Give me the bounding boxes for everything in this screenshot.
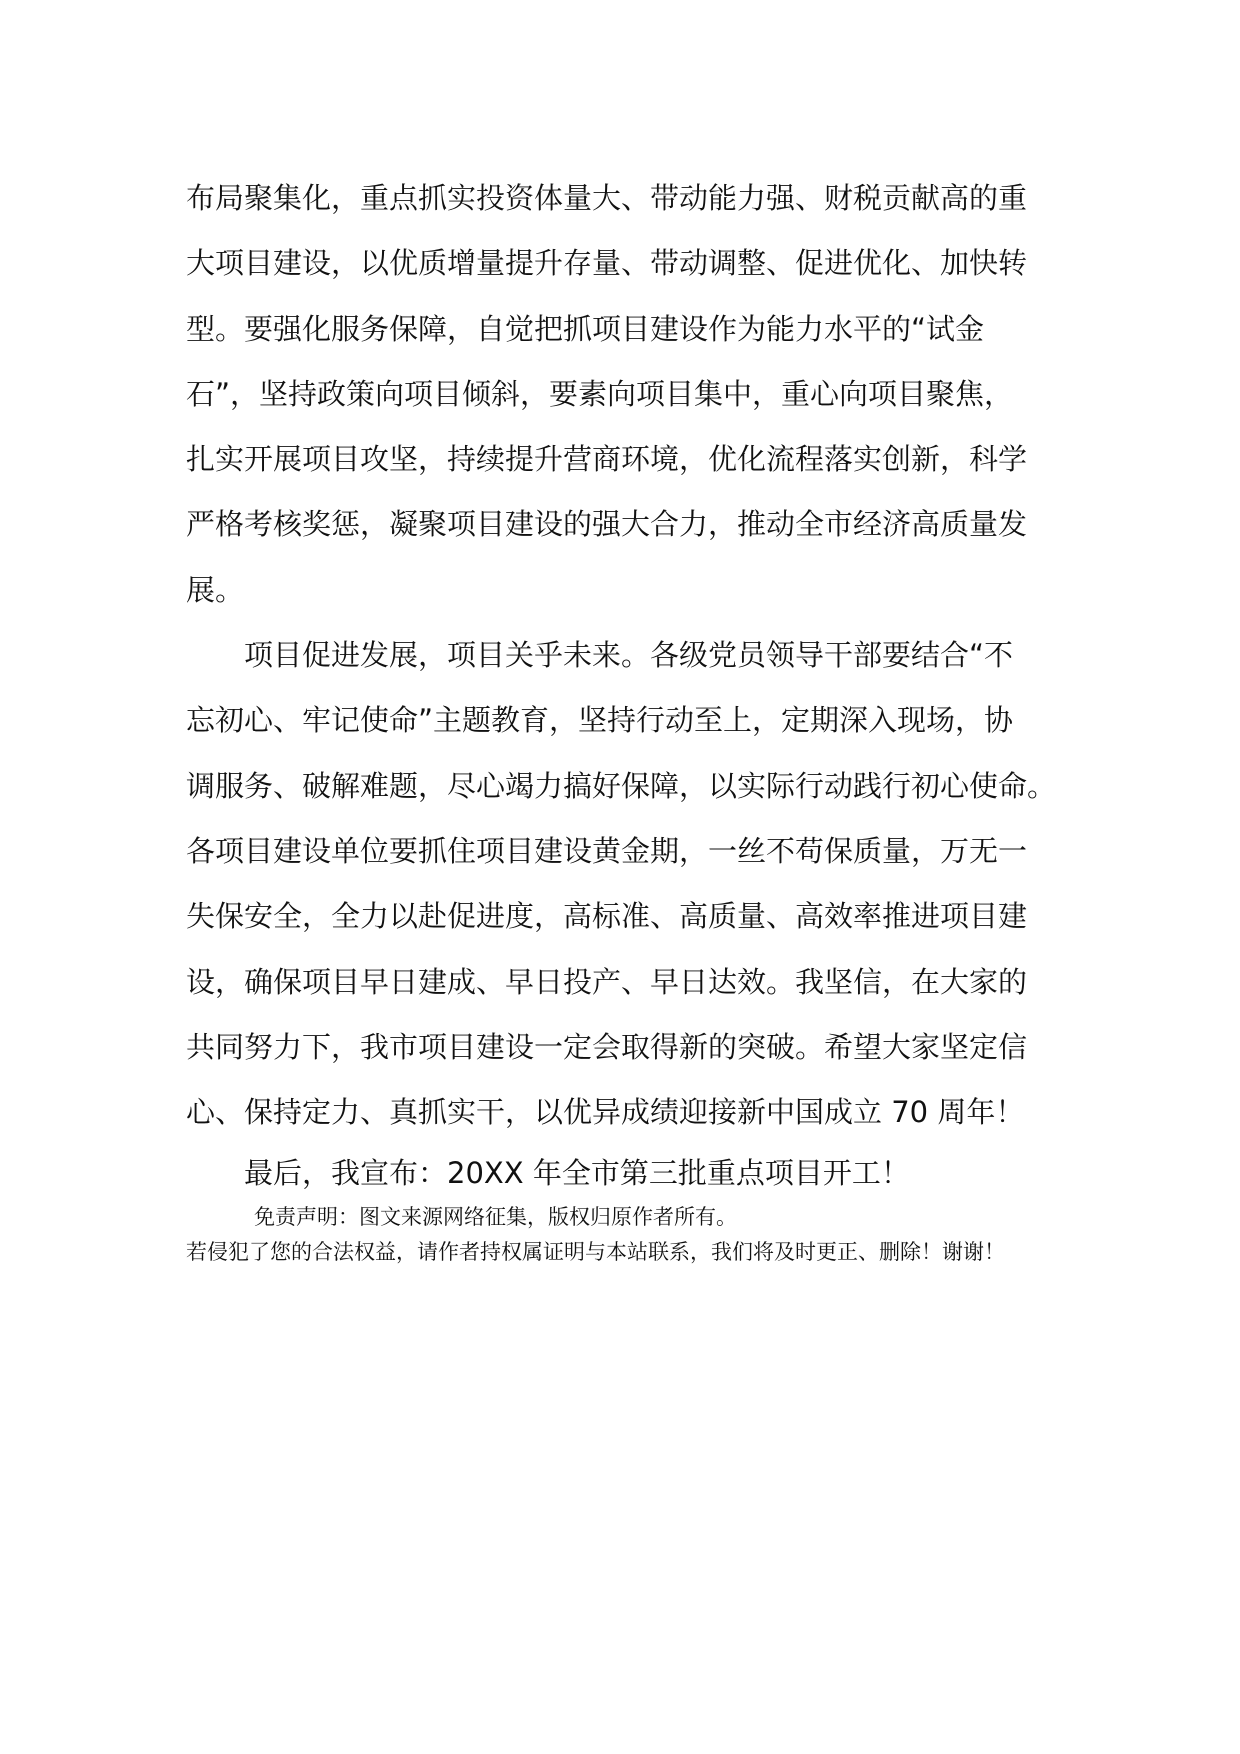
disclaimer-line: 若侵犯了您的合法权益，请作者持权属证明与本站联系，我们将及时更正、删除！谢谢！ <box>186 1240 1005 1264</box>
paragraph-line: 失保安全，全力以赴促进度，高标准、高质量、高效率推进项目建 <box>186 899 1028 934</box>
paragraph-line: 调服务、破解难题，尽心竭力搞好保障，以实际行动践行初心使命。 <box>186 768 1057 803</box>
paragraph-line: 扎实开展项目攻坚，持续提升营商环境，优化流程落实创新，科学 <box>186 442 1028 477</box>
paragraph-line: 心、保持定力、真抓实干，以优异成绩迎接新中国成立 70 周年！ <box>186 1095 1025 1130</box>
paragraph-line: 石”，坚持政策向项目倾斜，要素向项目集中，重心向项目聚焦， <box>186 376 1014 411</box>
closing-statement: 最后，我宣布：20XX 年全市第三批重点项目开工！ <box>244 1156 910 1190</box>
paragraph-line: 各项目建设单位要抓住项目建设黄金期，一丝不苟保质量，万无一 <box>186 833 1028 868</box>
paragraph-line: 展。 <box>186 572 245 607</box>
paragraph-line: 严格考核奖惩，凝聚项目建设的强大合力，推动全市经济高质量发 <box>186 507 1028 542</box>
paragraph-line: 设，确保项目早日建成、早日投产、早日达效。我坚信，在大家的 <box>186 964 1028 999</box>
paragraph-line: 忘初心、牢记使命”主题教育，坚持行动至上，定期深入现场，协 <box>186 703 1014 738</box>
body-text <box>186 166 1057 1145</box>
disclaimer <box>186 1200 1066 1270</box>
paragraph-line: 大项目建设，以优质增量提升存量、带动调整、促进优化、加快转 <box>186 246 1028 281</box>
disclaimer-line: 免责声明：图文来源网络征集，版权归原作者所有。 <box>254 1205 737 1229</box>
paragraph-line: 型。要强化服务保障，自觉把抓项目建设作为能力水平的“试金 <box>186 311 985 346</box>
paragraph-line: 布局聚集化，重点抓实投资体量大、带动能力强、财税贡献高的重 <box>186 181 1028 215</box>
paragraph-line: 共同努力下，我市项目建设一定会取得新的突破。希望大家坚定信 <box>186 1029 1028 1064</box>
paragraph-line: 项目促进发展，项目关乎未来。各级党员领导干部要结合“不 <box>244 638 1014 673</box>
